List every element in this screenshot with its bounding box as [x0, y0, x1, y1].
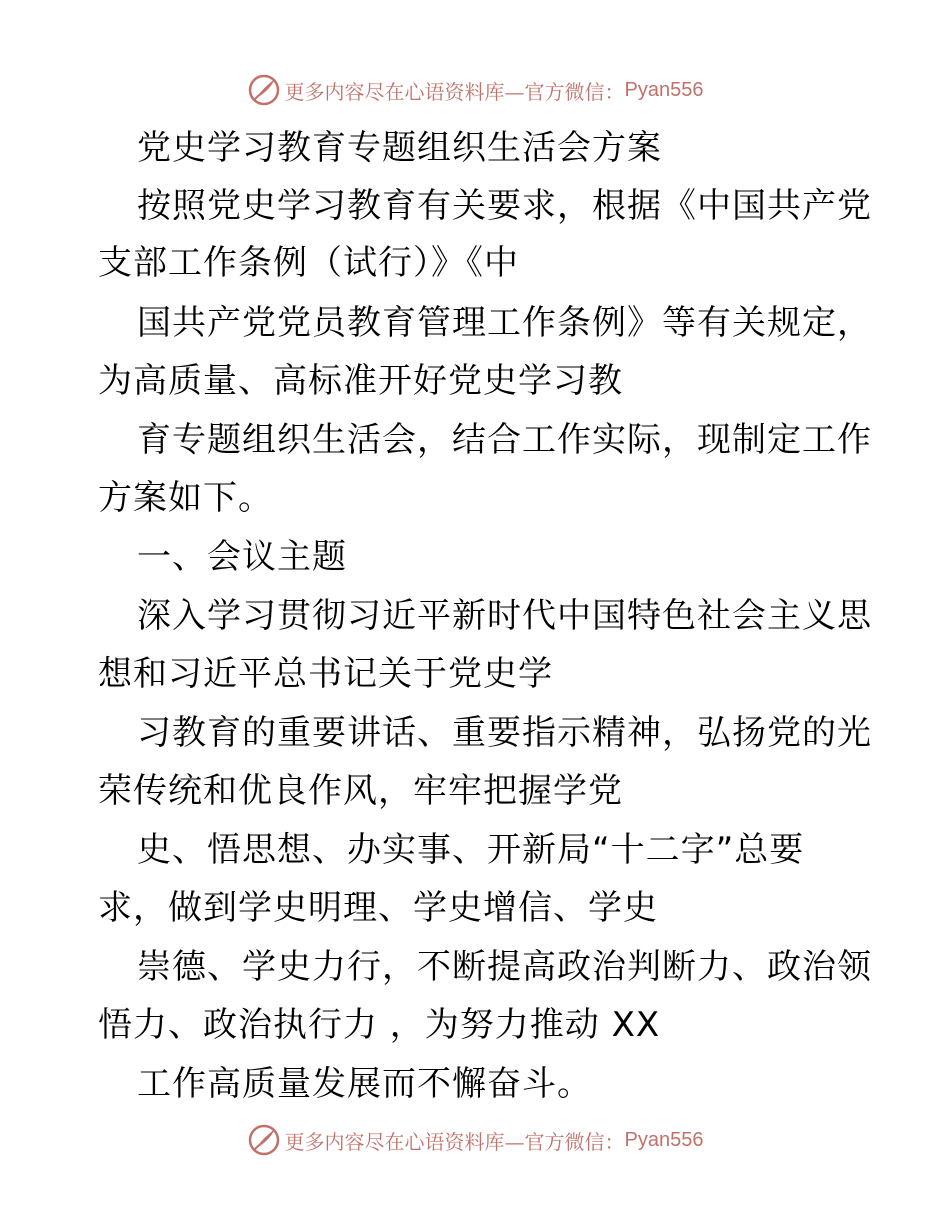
header-watermark	[0, 70, 950, 110]
paragraph-line: 为高质量、高标准开好党史学习教	[98, 361, 623, 401]
watermark-handle: Pyan556	[624, 78, 704, 101]
footer-watermark	[0, 1120, 950, 1160]
quill-logo-icon	[247, 73, 281, 107]
paragraph-line: 习教育的重要讲话、重要指示精神，弘扬党的光	[137, 713, 872, 753]
paragraph-line: 崇德、学史力行，不断提高政治判断力、政治领	[137, 947, 872, 987]
quill-logo-icon	[247, 1123, 281, 1157]
document-title: 党史学习教育专题组织生活会方案	[137, 128, 662, 168]
paragraph-line: 国共产党党员教育管理工作条例》等有关规定，	[137, 303, 872, 343]
paragraph-line: 支部工作条例（试行）》《中	[98, 243, 519, 283]
watermark-text: 更多内容尽在心语资料库—官方微信：	[284, 79, 625, 104]
paragraph-line: 工作高质量发展而不懈奋斗。	[137, 1064, 592, 1104]
paragraph-line: 想和习近平总书记关于党史学	[98, 654, 553, 694]
paragraph-line: 按照党史学习教育有关要求，根据《中国共产党	[137, 186, 872, 226]
paragraph-line: 方案如下。	[98, 478, 273, 518]
watermark-text: 更多内容尽在心语资料库—官方微信：	[284, 1129, 625, 1154]
paragraph-line: 求，做到学史明理、学史增信、学史	[98, 888, 658, 928]
watermark-handle: Pyan556	[624, 1128, 704, 1151]
section-heading: 一、会议主题	[137, 537, 347, 577]
paragraph-line: 荣传统和优良作风，牢牢把握学党	[98, 771, 623, 811]
paragraph-line: 深入学习贯彻习近平新时代中国特色社会主义思	[137, 596, 872, 636]
paragraph-line: 育专题组织生活会，结合工作实际，现制定工作	[137, 420, 872, 460]
paragraph-line: 史、悟思想、办实事、开新局“十二字”总要	[137, 830, 805, 870]
paragraph-line: 悟力、政治执行力 ，为努力推动 XX	[98, 1005, 661, 1045]
